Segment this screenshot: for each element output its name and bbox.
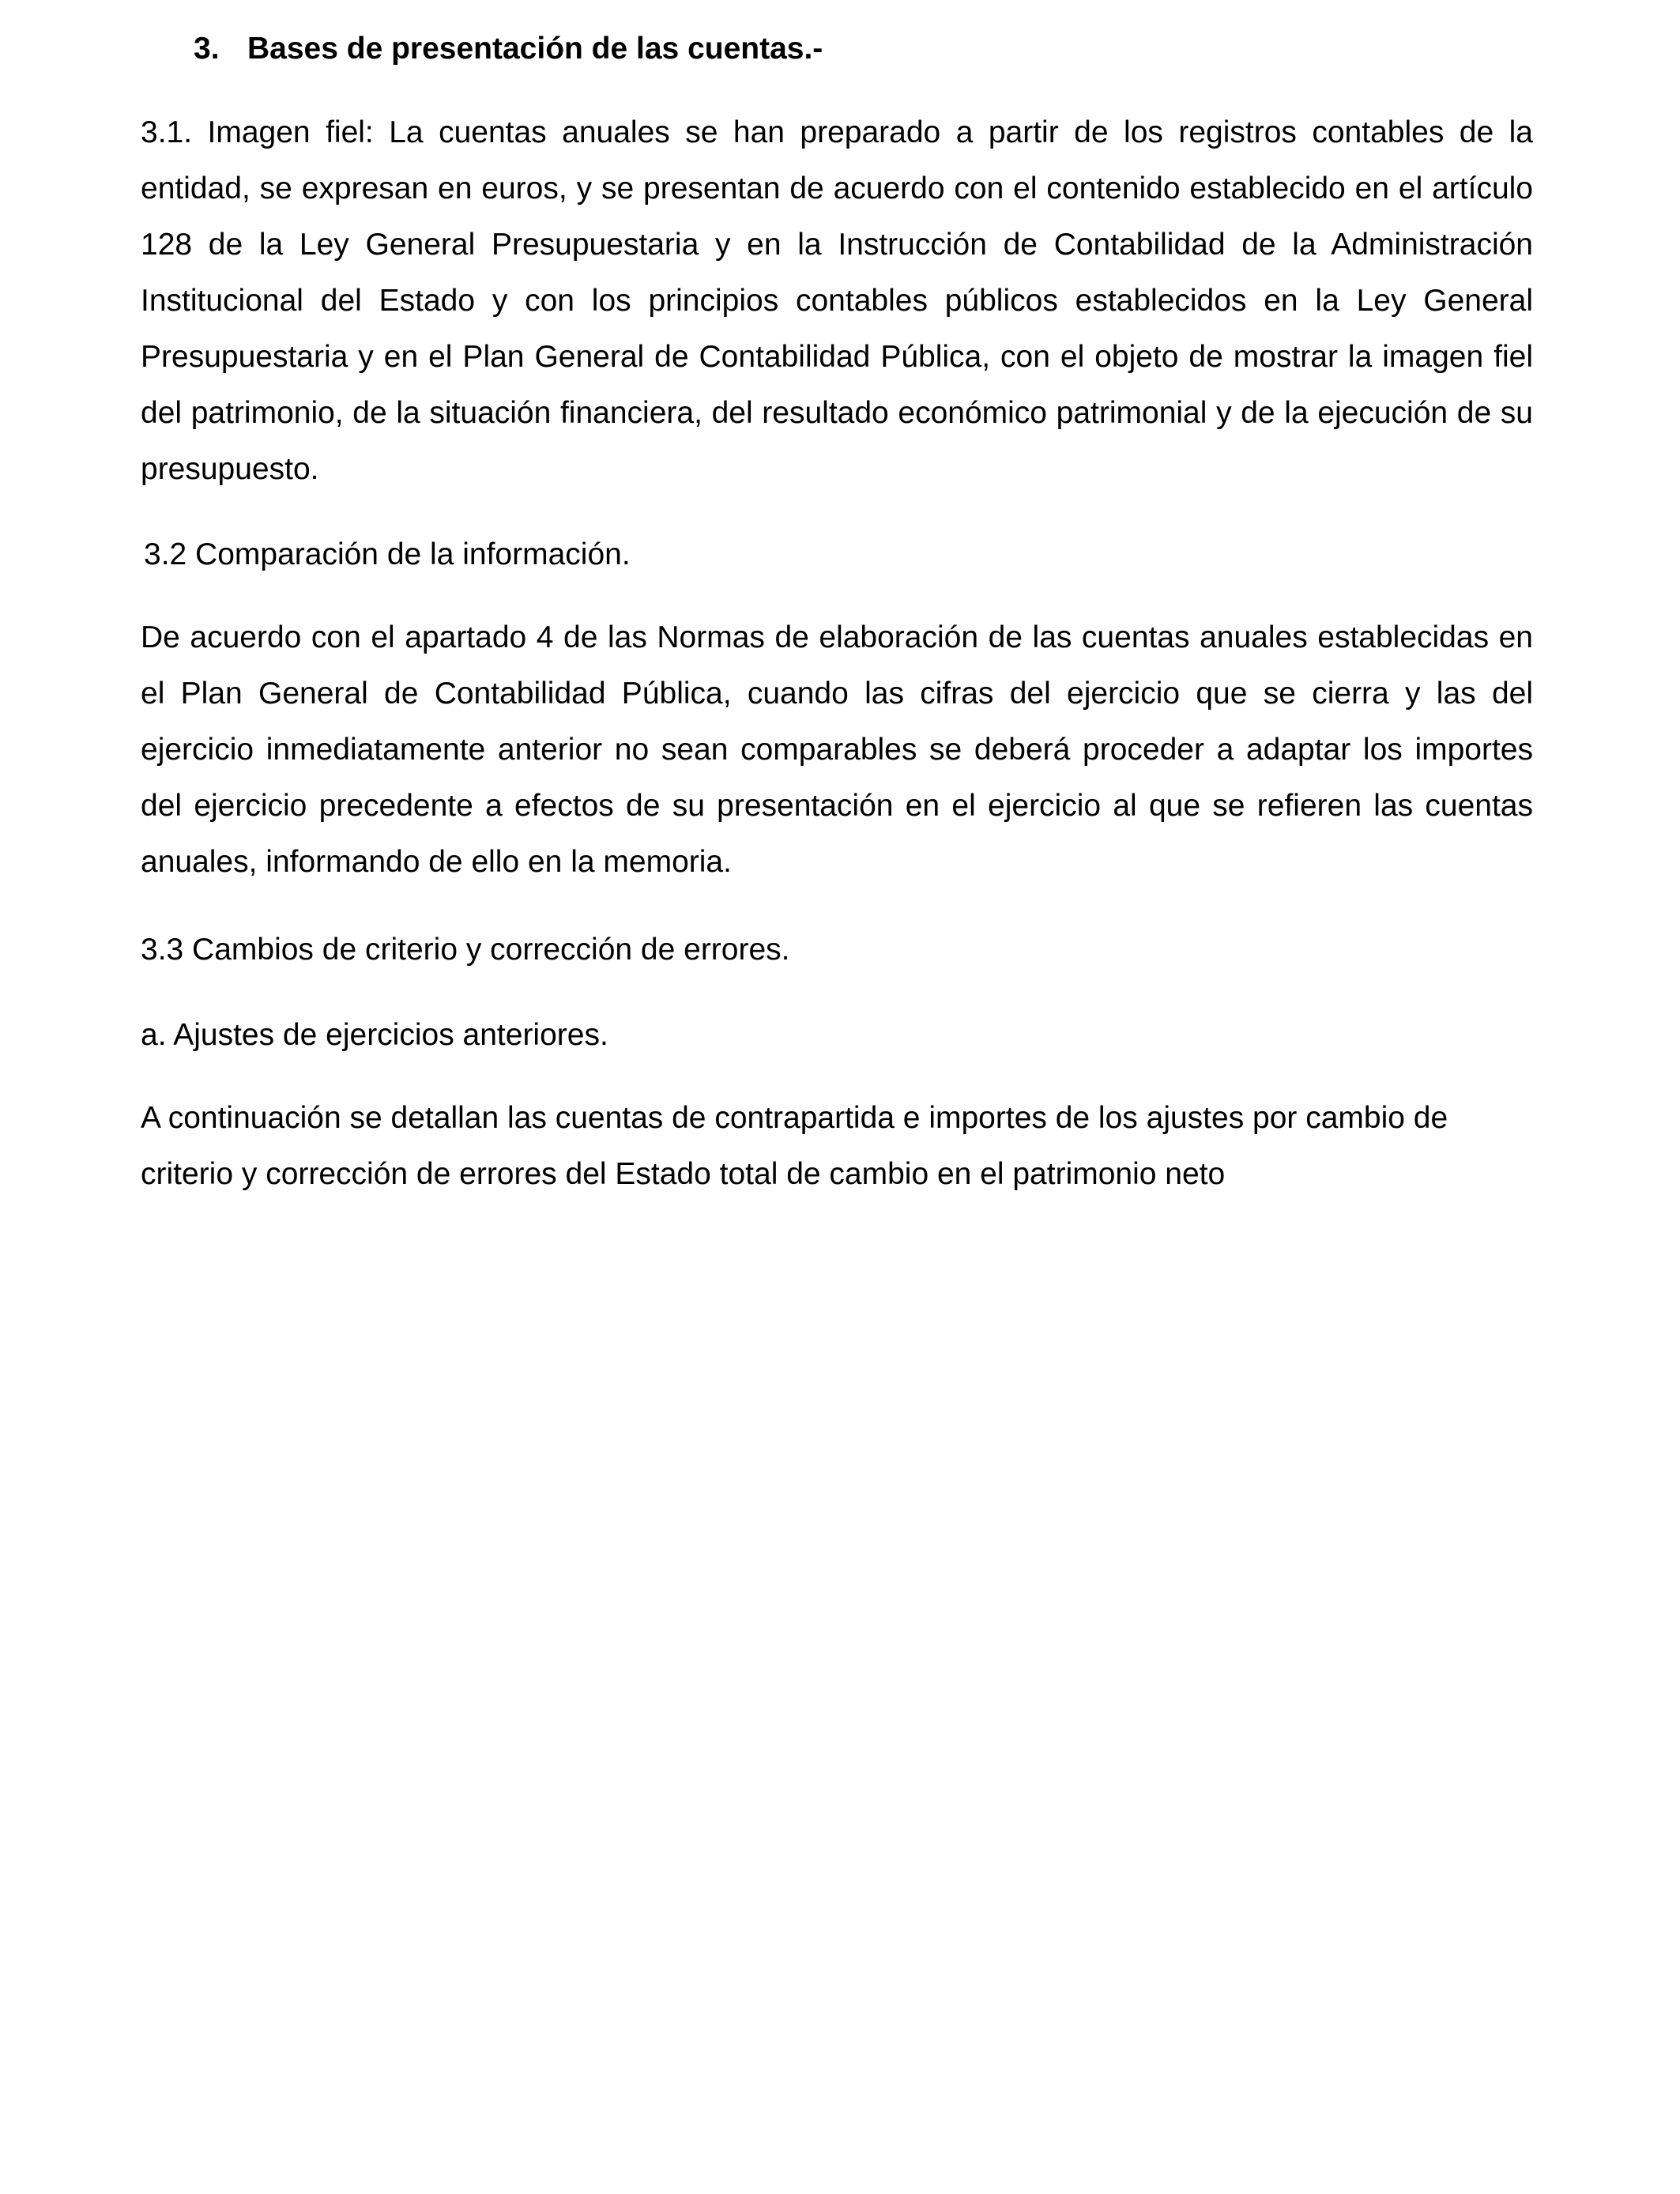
- paragraph-comparacion: De acuerdo con el apartado 4 de las Normas de elaboración de las cuentas anuales establecidas en el Plan General de Contabilidad Pública, cuando las cifras del ejercicio que se cierra y las del ejercicio inmediatamente anterior no sean comparables se deberá proceder a adaptar los importes del ejercicio precedente a efectos de su presentación en el ejercicio al que se refieren las cuentas anuales, informando de ello en la memoria.: [141, 620, 1533, 879]
- subheading-ajustes: a. Ajustes de ejercicios anteriores.: [141, 1018, 608, 1052]
- subheading-comparacion: 3.2 Comparación de la información.: [144, 537, 631, 571]
- paragraph-imagen-fiel: 3.1. Imagen fiel: La cuentas anuales se han preparado a partir de los registros contables de la entidad, se expresan en euros, y se presentan de acuerdo con el contenido establecido en el artículo 128 de la Ley General Presupuestaria y en la Instrucción de Contabilidad de la Administración Institucional del Estado y con los principios contables públicos establecidos en la Ley General Presupuestaria y en el Plan General de Contabilidad Pública, con el objeto de mostrar la imagen fiel del patrimonio, de la situación financiera, del resultado económico patrimonial y de la ejecución de su presupuesto.: [141, 115, 1533, 486]
- section-number: 3.: [194, 32, 220, 66]
- section-title: Bases de presentación de las cuentas.-: [247, 32, 823, 66]
- section-heading: [194, 30, 823, 68]
- subheading-cambios-criterio: 3.3 Cambios de criterio y corrección de errores.: [141, 933, 790, 967]
- paragraph-ajustes: A continuación se detallan las cuentas de contrapartida e importes de los ajustes por cambio de criterio y corrección de errores del Estado total de cambio en el patrimonio neto: [141, 1101, 1448, 1191]
